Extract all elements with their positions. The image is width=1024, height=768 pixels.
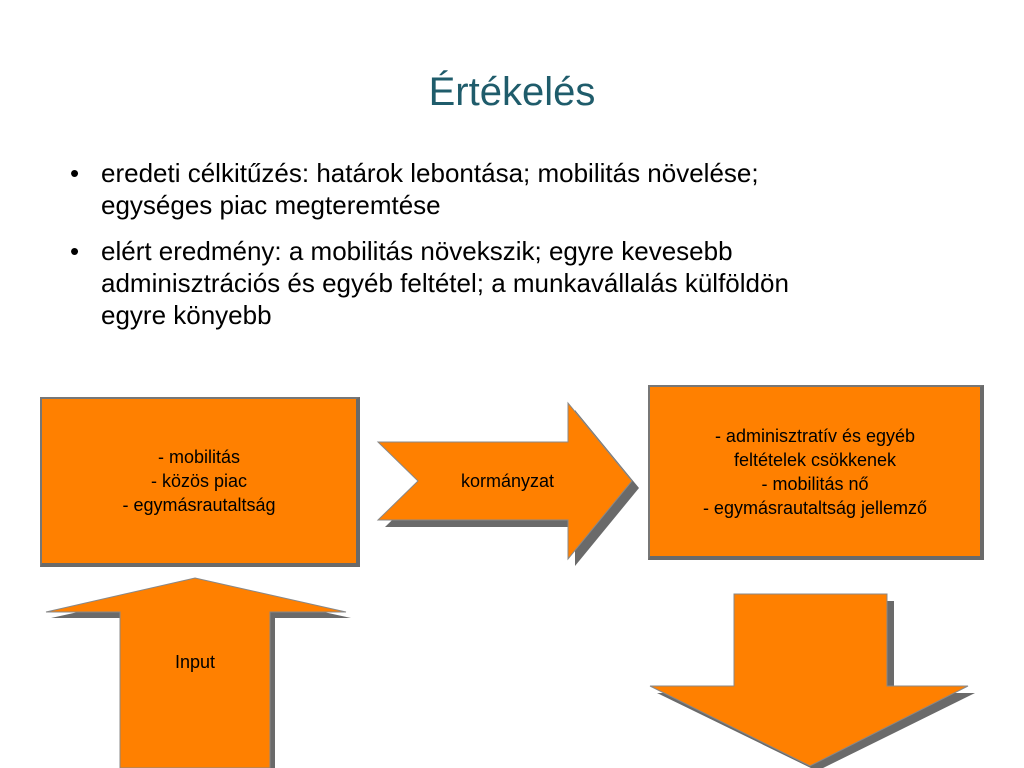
left-box-line: - egymásrautaltság — [122, 495, 276, 515]
right-box-line: - egymásrautaltság jellemző — [702, 497, 928, 518]
down-arrow-shape — [650, 594, 968, 766]
bullet-dot-icon: • — [70, 158, 80, 188]
bullet-dot-icon: • — [70, 236, 80, 266]
right-box-line: feltételek csökkenek — [733, 449, 897, 470]
up-arrow-shape — [46, 578, 346, 768]
bullet-line: eredeti célkitűzés: határok lebontása; mobilitás növelése; — [101, 158, 759, 188]
bullet-line: adminisztrációs és egyéb feltétel; a munkavállalás külföldön — [101, 268, 789, 298]
right-arrow-label: kormányzat — [460, 471, 555, 491]
bullet-line: elért eredmény: a mobilitás növekszik; egyre kevesebb — [101, 236, 733, 266]
bullet-line: egyre könyebb — [101, 300, 272, 330]
left-box — [40, 397, 360, 567]
bullet-line: egységes piac megteremtése — [101, 190, 441, 220]
right-box-line: - mobilitás nő — [761, 473, 869, 494]
left-box-text — [122, 445, 275, 517]
right-box-line: - adminisztratív és egyéb — [714, 425, 916, 446]
slide-title: Értékelés — [428, 70, 596, 114]
up-arrow-label: Input — [174, 652, 216, 672]
right-box — [648, 385, 984, 560]
right-box-text — [703, 424, 927, 520]
left-box-line: - mobilitás — [157, 447, 240, 467]
left-box-line: - közös piac — [150, 471, 248, 491]
